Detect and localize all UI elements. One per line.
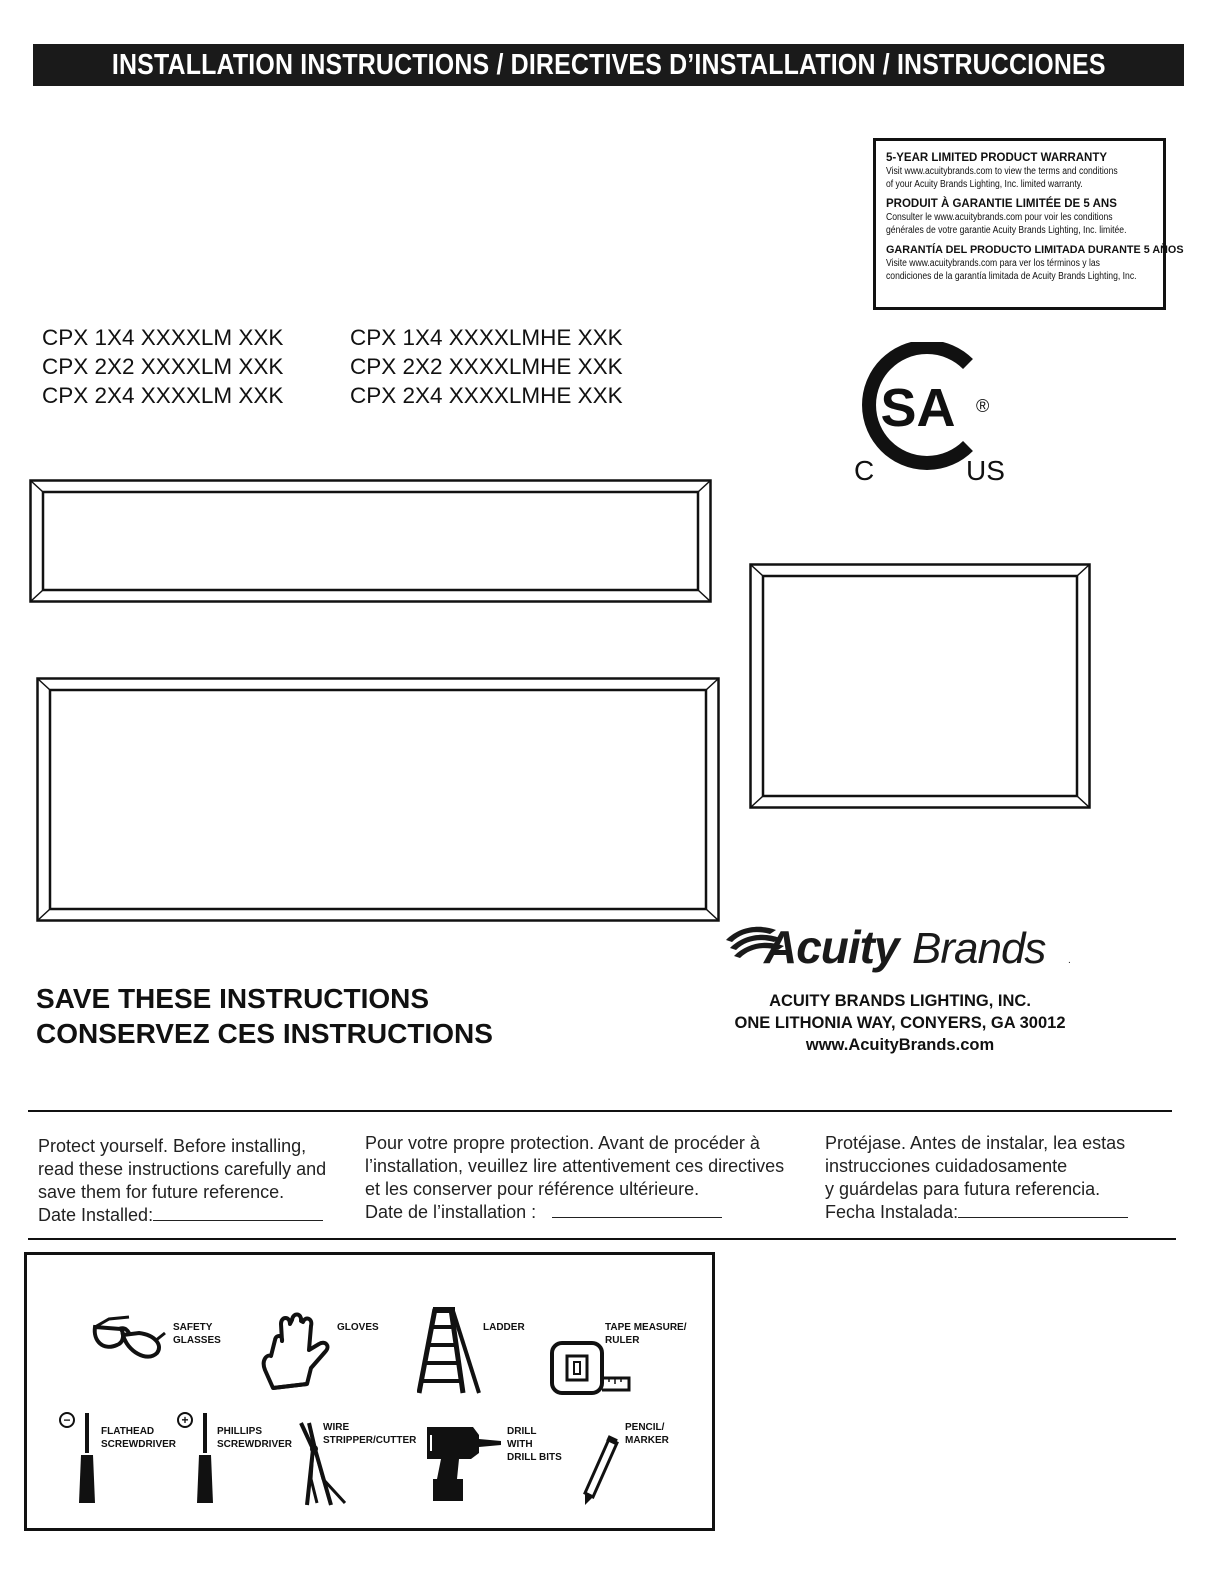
logo-acuity-text: Acuity — [764, 921, 899, 973]
csa-us-label: US — [966, 455, 1005, 486]
company-address: ONE LITHONIA WAY, CONYERS, GA 30012 — [734, 1014, 1066, 1032]
save-instructions-en: SAVE THESE INSTRUCTIONS — [36, 983, 430, 1014]
tool-label-tape-measure: TAPE MEASURE/ RULER — [605, 1322, 687, 1346]
date-installation-label: Date de l’installation : — [365, 1202, 537, 1222]
company-name: ACUITY BRANDS LIGHTING, INC. — [769, 992, 1031, 1010]
page-title: INSTALLATION INSTRUCTIONS / DIRECTIVES D’INSTALLATION / INSTRUCCIONES — [111, 48, 1106, 81]
registered-mark: ® — [976, 396, 990, 416]
notice-fr-line: Pour votre propre protection. Avant de procéder à — [365, 1133, 760, 1153]
plus-sign: + — [181, 1413, 189, 1427]
minus-sign: − — [63, 1413, 71, 1427]
fecha-instalada-field[interactable] — [958, 1201, 1128, 1218]
divider-bottom — [28, 1238, 1176, 1240]
model-item: CPX 2X2 XXXXLMHE XXK — [350, 354, 623, 379]
tool-label-pencil: PENCIL/ MARKER — [625, 1422, 669, 1446]
warranty-fr-line2: générales de votre garantie Acuity Brands Lighting, Inc. limitée. — [886, 225, 1127, 236]
notice-en-line: read these instructions carefully and — [38, 1159, 327, 1179]
warranty-en-title: 5-YEAR LIMITED PRODUCT WARRANTY — [886, 152, 1108, 164]
notice-es-line: Protéjase. Antes de instalar, lea estas — [825, 1133, 1126, 1153]
model-list-standard — [42, 323, 283, 410]
notice-fr-line: l’installation, veuillez lire attentivement ces directives — [365, 1156, 785, 1176]
company-address-block — [700, 990, 1100, 1056]
notice-fr — [365, 1132, 815, 1224]
acuity-brands-logo — [720, 918, 1090, 978]
warranty-en-line1: Visit www.acuitybrands.com to view the terms and conditions — [886, 166, 1118, 177]
pencil-icon — [581, 1435, 621, 1507]
tool-label-wire-stripper: WIRE STRIPPER/CUTTER — [323, 1422, 417, 1446]
notice-en-line: save them for future reference. — [38, 1182, 285, 1202]
model-item: CPX 1X4 XXXXLMHE XXK — [350, 325, 623, 350]
tool-label-flathead: FLATHEAD SCREWDRIVER — [101, 1426, 177, 1450]
date-installed-field[interactable] — [153, 1204, 323, 1221]
model-item: CPX 2X4 XXXXLM XXK — [42, 383, 284, 408]
phillips-screwdriver-icon — [177, 1411, 217, 1507]
warranty-fr-title: PRODUIT À GARANTIE LIMITÉE DE 5 ANS — [886, 198, 1117, 210]
model-item: CPX 2X4 XXXXLMHE XXK — [350, 383, 623, 408]
panel-2x2-illustration — [749, 563, 1091, 809]
model-list-he — [350, 323, 623, 410]
required-tools-box — [24, 1252, 715, 1531]
model-item: CPX 1X4 XXXXLM XXK — [42, 325, 284, 350]
company-website: www.AcuityBrands.com — [805, 1036, 995, 1054]
safety-glasses-icon — [89, 1313, 169, 1373]
page-title-banner — [33, 44, 1184, 86]
notice-en — [38, 1135, 358, 1227]
tool-label-phillips: PHILLIPS SCREWDRIVER — [217, 1426, 293, 1450]
tool-label-safety-glasses: SAFETY GLASSES — [173, 1322, 221, 1346]
warranty-es-title: GARANTÍA DEL PRODUCTO LIMITADA DURANTE 5 AÑOS — [886, 244, 1184, 256]
notice-fr-line: et les conserver pour référence ultérieure. — [365, 1179, 700, 1199]
notice-es — [825, 1132, 1165, 1224]
panel-1x4-illustration — [29, 479, 712, 603]
date-installation-field[interactable] — [552, 1201, 722, 1218]
divider-top — [28, 1110, 1172, 1112]
panel-2x4-illustration — [36, 677, 720, 922]
tool-label-drill: DRILL WITH DRILL BITS — [507, 1426, 562, 1463]
save-instructions — [36, 981, 493, 1051]
ladder-icon — [417, 1305, 481, 1395]
gloves-icon — [259, 1310, 331, 1390]
warranty-en-line2: of your Acuity Brands Lighting, Inc. limited warranty. — [886, 179, 1083, 190]
model-item: CPX 2X2 XXXXLM XXK — [42, 354, 284, 379]
notice-en-line: Protect yourself. Before installing, — [38, 1136, 307, 1156]
warranty-es-line2: condiciones de la garantía limitada de Acuity Brands Lighting, Inc. — [886, 271, 1137, 282]
csa-certification-mark — [850, 342, 1020, 492]
logo-mark: . — [1068, 955, 1071, 966]
logo-brands-text: Brands — [912, 924, 1046, 973]
tool-label-ladder: LADDER — [483, 1322, 525, 1333]
csa-c-label: C — [854, 455, 875, 486]
csa-logo-icon — [850, 342, 1020, 492]
tool-label-gloves: GLOVES — [337, 1322, 379, 1333]
save-instructions-fr: CONSERVEZ CES INSTRUCTIONS — [36, 1018, 493, 1049]
flathead-screwdriver-icon — [59, 1411, 99, 1507]
csa-letters: SA — [880, 378, 956, 438]
fecha-instalada-label: Fecha Instalada: — [825, 1202, 959, 1222]
warranty-box — [873, 138, 1184, 310]
notice-es-line: y guárdelas para futura referencia. — [825, 1179, 1101, 1199]
warranty-fr-line1: Consulter le www.acuitybrands.com pour voir les conditions — [886, 212, 1113, 223]
warranty-es-line1: Visite www.acuitybrands.com para ver los términos y las — [886, 258, 1100, 269]
tape-measure-icon — [549, 1340, 633, 1398]
drill-icon — [423, 1423, 503, 1503]
notice-es-line: instrucciones cuidadosamente — [825, 1156, 1068, 1176]
date-installed-label: Date Installed: — [38, 1205, 154, 1225]
